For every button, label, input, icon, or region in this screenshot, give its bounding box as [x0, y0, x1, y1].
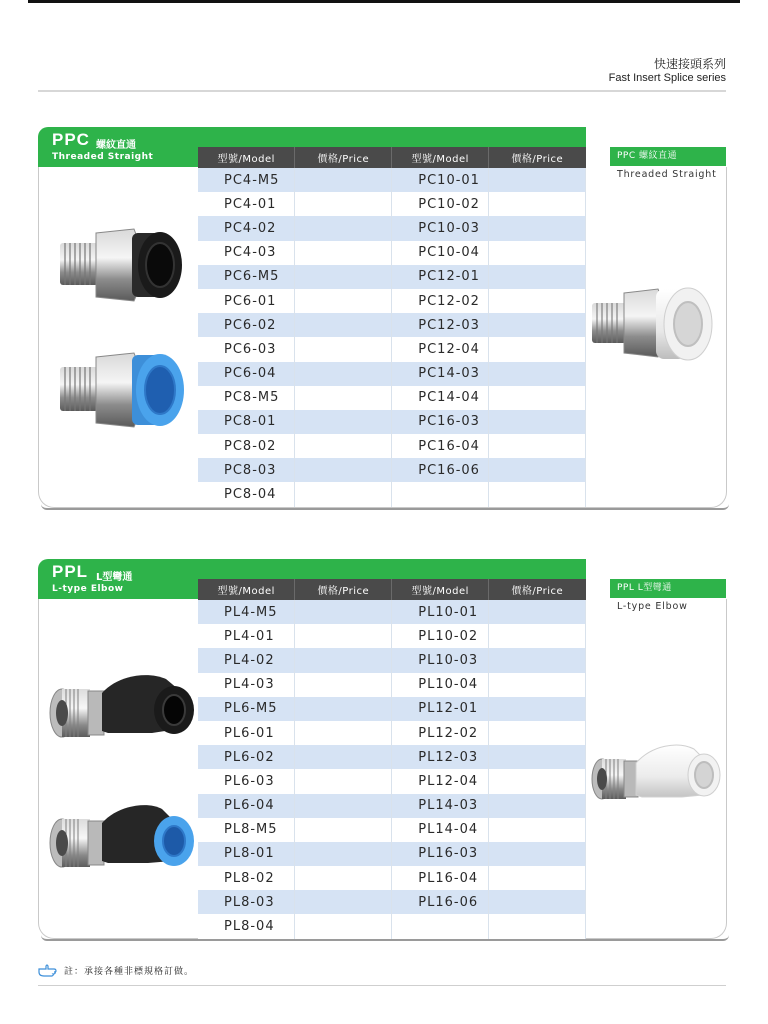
price-cell [295, 890, 392, 914]
table-row [198, 818, 586, 842]
model-cell: PL6-01 [198, 721, 295, 745]
model-cell: PC10-03 [392, 216, 489, 240]
footer-divider [38, 985, 726, 986]
model-cell: PC12-02 [392, 289, 489, 313]
price-cell [295, 697, 392, 721]
model-cell: PC4-01 [198, 192, 295, 216]
price-cell [489, 434, 586, 458]
price-cell [295, 289, 392, 313]
white-elbow-fitting-image [590, 737, 722, 811]
table-row [198, 434, 586, 458]
price-cell [295, 794, 392, 818]
price-cell [489, 216, 586, 240]
section-name-en: L-type Elbow [52, 584, 124, 594]
price-cell [489, 624, 586, 648]
model-cell: PL12-04 [392, 769, 489, 793]
table-row [198, 289, 586, 313]
table-body [198, 600, 586, 939]
model-cell: PL6-03 [198, 769, 295, 793]
blue-elbow-fitting-image [48, 795, 198, 879]
right-caption-en: L-type Elbow [617, 601, 688, 612]
model-cell: PL16-06 [392, 890, 489, 914]
price-cell [489, 386, 586, 410]
white-straight-fitting-image [590, 275, 722, 379]
table-row [198, 386, 586, 410]
model-cell: PC6-02 [198, 313, 295, 337]
price-cell [489, 721, 586, 745]
model-cell: PC8-04 [198, 482, 295, 506]
price-cell [295, 168, 392, 192]
model-cell: PC6-03 [198, 337, 295, 361]
table-row [198, 362, 586, 386]
price-cell [295, 721, 392, 745]
model-cell: PC14-04 [392, 386, 489, 410]
price-cell [489, 362, 586, 386]
price-cell [489, 914, 586, 938]
price-cell [489, 289, 586, 313]
price-cell [489, 818, 586, 842]
price-cell [295, 362, 392, 386]
table-row [198, 673, 586, 697]
price-cell [295, 337, 392, 361]
price-cell [295, 216, 392, 240]
table-row [198, 866, 586, 890]
table-row [198, 241, 586, 265]
model-cell: PC6-01 [198, 289, 295, 313]
model-cell: PL8-02 [198, 866, 295, 890]
model-cell: PL12-03 [392, 745, 489, 769]
ppl-price-table [198, 579, 586, 939]
column-header: 價格/Price [489, 579, 586, 600]
price-cell [295, 241, 392, 265]
column-header: 型號/Model [392, 579, 489, 600]
model-cell: PC16-06 [392, 458, 489, 482]
price-cell [489, 337, 586, 361]
model-cell: PL14-04 [392, 818, 489, 842]
table-body [198, 168, 586, 507]
model-cell: PL8-01 [198, 842, 295, 866]
table-row [198, 313, 586, 337]
table-row [198, 265, 586, 289]
model-cell: PL16-03 [392, 842, 489, 866]
model-cell: PC12-01 [392, 265, 489, 289]
price-cell [489, 410, 586, 434]
right-caption-label: PPC 螺紋直通 [610, 147, 726, 165]
price-cell [295, 624, 392, 648]
price-cell [295, 818, 392, 842]
price-cell [489, 842, 586, 866]
model-cell: PL10-02 [392, 624, 489, 648]
section-code: PPL [52, 562, 89, 581]
price-cell [295, 914, 392, 938]
model-cell: PC6-M5 [198, 265, 295, 289]
price-cell [295, 410, 392, 434]
section-code: PPC [52, 130, 90, 149]
price-cell [489, 168, 586, 192]
model-cell [392, 914, 489, 938]
price-cell [489, 697, 586, 721]
table-row [198, 624, 586, 648]
section-name-en: Threaded Straight [52, 152, 154, 162]
price-cell [295, 434, 392, 458]
price-cell [489, 745, 586, 769]
series-title-cn: 快速接頭系列 [653, 57, 726, 71]
table-header-row [198, 579, 586, 600]
table-row [198, 745, 586, 769]
price-cell [489, 600, 586, 624]
model-cell: PL12-01 [392, 697, 489, 721]
section-green-band [198, 127, 586, 147]
blue-straight-fitting-image [60, 337, 190, 451]
table-header-row [198, 147, 586, 168]
model-cell: PC6-04 [198, 362, 295, 386]
table-row [198, 410, 586, 434]
table-row [198, 697, 586, 721]
pointing-hand-icon [38, 963, 58, 980]
price-cell [489, 313, 586, 337]
table-row [198, 168, 586, 192]
model-cell: PC4-02 [198, 216, 295, 240]
model-cell: PL10-01 [392, 600, 489, 624]
column-header: 型號/Model [198, 147, 295, 168]
model-cell: PC16-03 [392, 410, 489, 434]
model-cell: PC8-03 [198, 458, 295, 482]
price-cell [489, 648, 586, 672]
price-cell [295, 600, 392, 624]
footnote-text: 註：承接各種非標規格訂做。 [64, 967, 195, 977]
model-cell: PC12-03 [392, 313, 489, 337]
model-cell: PC8-M5 [198, 386, 295, 410]
table-row [198, 794, 586, 818]
model-cell: PL4-03 [198, 673, 295, 697]
price-cell [295, 842, 392, 866]
column-header: 型號/Model [392, 147, 489, 168]
right-caption-label: PPL L型彎通 [610, 579, 726, 597]
price-cell [295, 482, 392, 506]
price-cell [295, 745, 392, 769]
table-row [198, 216, 586, 240]
model-cell: PC8-02 [198, 434, 295, 458]
series-title-en: Fast Insert Splice series [608, 72, 726, 84]
section-name-cn: L型彎通 [96, 572, 133, 583]
black-elbow-fitting-image [48, 667, 198, 746]
footnote [38, 963, 194, 980]
price-table [198, 579, 586, 939]
column-header: 型號/Model [198, 579, 295, 600]
price-cell [489, 794, 586, 818]
column-header: 價格/Price [489, 147, 586, 168]
model-cell: PL8-04 [198, 914, 295, 938]
price-cell [295, 313, 392, 337]
table-row [198, 600, 586, 624]
ppc-price-table [198, 147, 586, 507]
model-cell: PL12-02 [392, 721, 489, 745]
model-cell: PC4-03 [198, 241, 295, 265]
table-row [198, 914, 586, 938]
table-row [198, 769, 586, 793]
model-cell: PL6-M5 [198, 697, 295, 721]
right-caption-en: Threaded Straight [617, 169, 717, 180]
section-label [38, 127, 198, 167]
price-cell [489, 265, 586, 289]
table-row [198, 721, 586, 745]
model-cell: PC8-01 [198, 410, 295, 434]
price-cell [489, 482, 586, 506]
model-cell: PL4-02 [198, 648, 295, 672]
model-cell: PC4-M5 [198, 168, 295, 192]
model-cell: PC12-04 [392, 337, 489, 361]
model-cell: PL4-01 [198, 624, 295, 648]
table-row [198, 337, 586, 361]
model-cell: PL8-03 [198, 890, 295, 914]
table-row [198, 890, 586, 914]
caption-underline [610, 597, 726, 598]
model-cell: PL8-M5 [198, 818, 295, 842]
top-border [28, 0, 740, 3]
model-cell: PL14-03 [392, 794, 489, 818]
model-cell: PC16-04 [392, 434, 489, 458]
table-row [198, 458, 586, 482]
header-divider [38, 90, 726, 92]
table-row [198, 842, 586, 866]
price-cell [295, 648, 392, 672]
model-cell: PC10-04 [392, 241, 489, 265]
price-cell [295, 769, 392, 793]
price-cell [295, 458, 392, 482]
table-row [198, 482, 586, 506]
price-cell [489, 241, 586, 265]
price-cell [489, 458, 586, 482]
caption-underline [610, 165, 726, 166]
price-cell [295, 265, 392, 289]
model-cell: PL16-04 [392, 866, 489, 890]
table-row [198, 648, 586, 672]
model-cell: PL4-M5 [198, 600, 295, 624]
section-green-band [198, 559, 586, 579]
section-ppc [38, 127, 726, 509]
price-cell [295, 866, 392, 890]
model-cell: PL6-02 [198, 745, 295, 769]
price-cell [295, 192, 392, 216]
section-label [38, 559, 198, 599]
model-cell: PL6-04 [198, 794, 295, 818]
price-cell [489, 890, 586, 914]
column-header: 價格/Price [295, 147, 392, 168]
column-header: 價格/Price [295, 579, 392, 600]
price-cell [489, 192, 586, 216]
price-cell [489, 769, 586, 793]
price-cell [295, 386, 392, 410]
section-name-cn: 螺紋直通 [96, 140, 136, 151]
model-cell [392, 482, 489, 506]
price-cell [295, 673, 392, 697]
price-cell [489, 866, 586, 890]
price-table [198, 147, 586, 507]
price-cell [489, 673, 586, 697]
model-cell: PC10-02 [392, 192, 489, 216]
model-cell: PL10-04 [392, 673, 489, 697]
model-cell: PC14-03 [392, 362, 489, 386]
black-straight-fitting-image [60, 215, 190, 324]
model-cell: PL10-03 [392, 648, 489, 672]
section-ppl [38, 559, 726, 940]
table-row [198, 192, 586, 216]
model-cell: PC10-01 [392, 168, 489, 192]
